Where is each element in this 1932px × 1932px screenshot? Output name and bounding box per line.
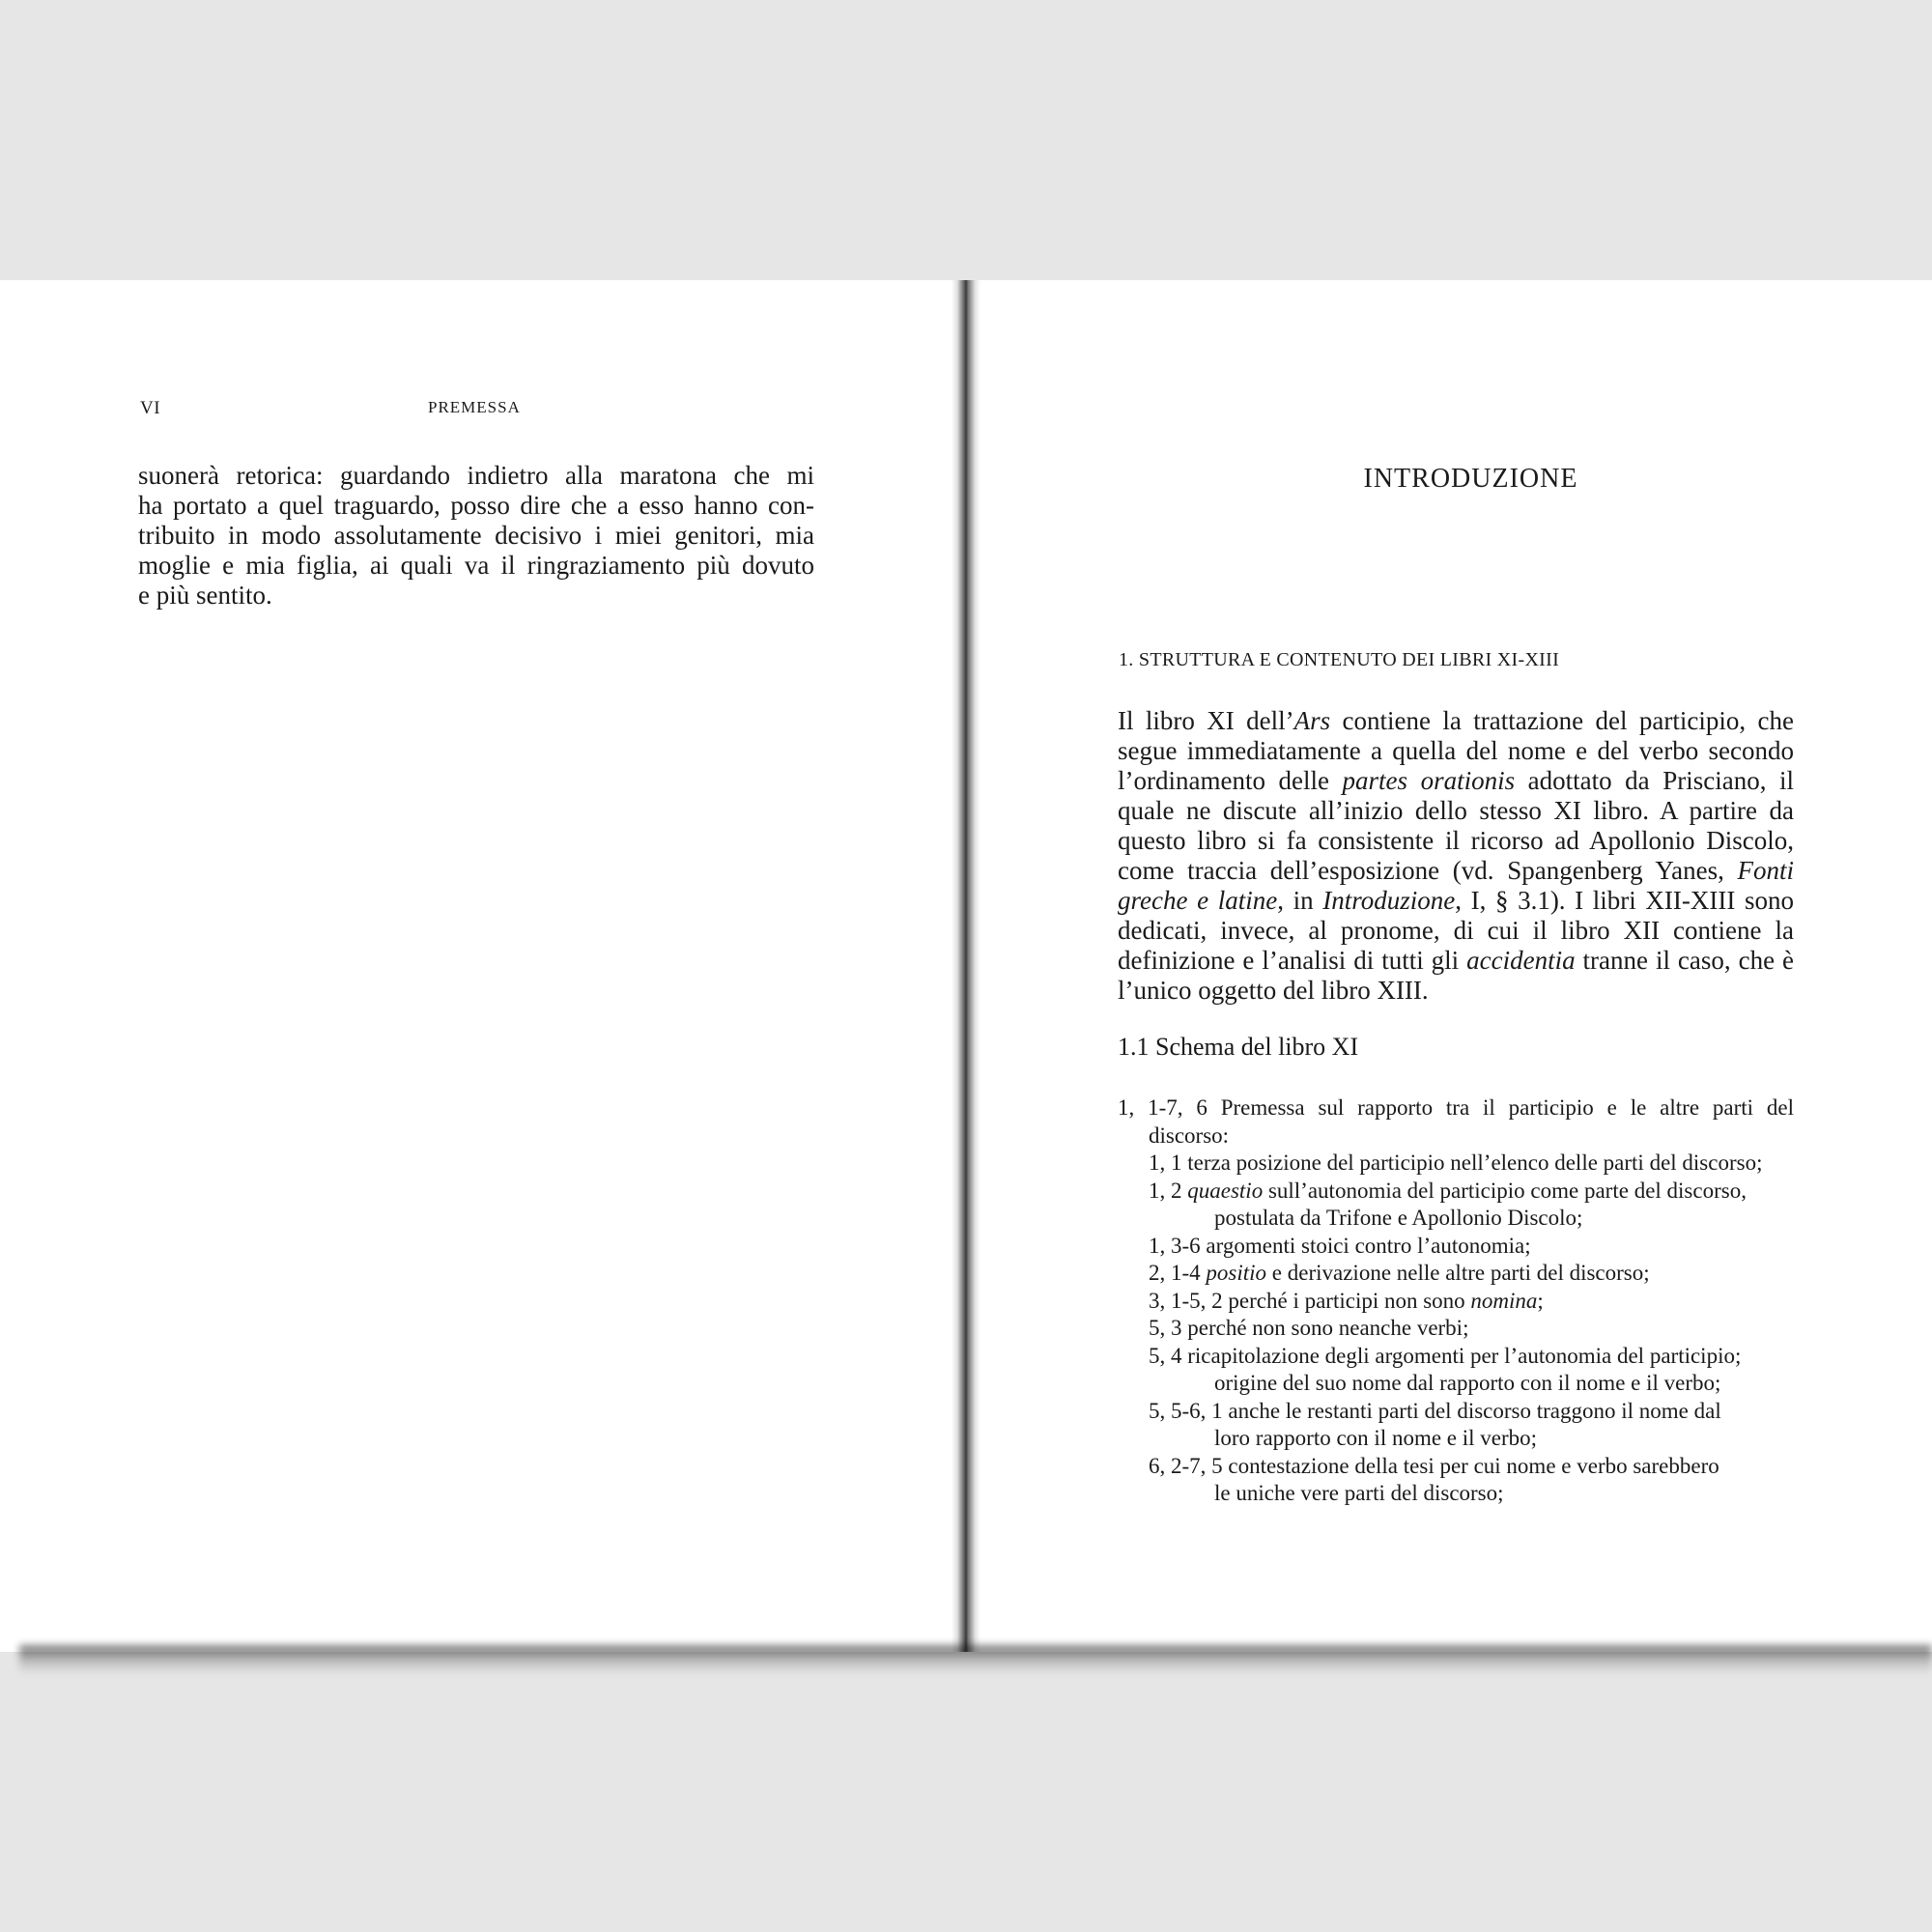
chapter-title: INTRODUZIONE: [1363, 464, 1578, 494]
paragraph-line: greche e latine, in Introduzione, I, § 3.1). I libri XII-XIII sono: [1118, 886, 1794, 915]
outline-row: discorso:: [1149, 1122, 1230, 1148]
book-outline: [1118, 1094, 1794, 1508]
page-number: VI: [140, 398, 161, 418]
paragraph-line: come traccia dell’esposizione (vd. Spangenberg Yanes, Fonti: [1118, 856, 1794, 885]
outline-row: 5, 3 perché non sono neanche verbi;: [1149, 1316, 1469, 1340]
paragraph-line: l’ordinamento delle partes orationis adottato da Prisciano, il: [1118, 766, 1794, 795]
outline-row: 1, 2 quaestio sull’autonomia del participio come parte del discorso,: [1149, 1178, 1747, 1203]
section-heading: 1. STRUTTURA E CONTENUTO DEI LIBRI XI-XIII: [1119, 649, 1560, 670]
paragraph-line: dedicati, invece, al pronome, di cui il libro XII contiene la: [1118, 916, 1794, 945]
outline-row: 2, 1-4 positio e derivazione nelle altre parti del discorso;: [1149, 1261, 1650, 1285]
paragraph-line: segue immediatamente a quella del nome e del verbo secondo: [1118, 736, 1794, 765]
outline-row: loro rapporto con il nome e il verbo;: [1214, 1426, 1538, 1450]
paragraph-line: definizione e l’analisi di tutti gli accidentia tranne il caso, che è: [1118, 946, 1794, 975]
paragraph-line: quale ne discute all’inizio dello stesso XI libro. A partire da: [1118, 796, 1794, 825]
body-line: suonerà retorica: guardando indietro alla maratona che mi: [138, 461, 814, 490]
outline-row: 3, 1-5, 2 perché i participi non sono nomina;: [1149, 1288, 1544, 1313]
body-line: tribuito in modo assolutamente decisivo i miei genitori, mia: [138, 521, 814, 550]
page-shadow: [19, 1645, 1932, 1674]
paragraph-line: Il libro XI dell’Ars contiene la trattazione del participio, che: [1118, 706, 1794, 735]
body-line: moglie e mia figlia, ai quali va il ringraziamento più dovuto: [138, 551, 814, 580]
outline-row: origine del suo nome dal rapporto con il nome e il verbo;: [1214, 1371, 1721, 1395]
outline-row: le uniche vere parti del discorso;: [1214, 1481, 1504, 1505]
outline-row: 1, 3-6 argomenti stoici contro l’autonomia;: [1149, 1233, 1531, 1258]
outline-row: 5, 5-6, 1 anche le restanti parti del discorso traggono il nome dal: [1149, 1398, 1721, 1423]
outline-row: 1, 1-7, 6 Premessa sul rapporto tra il participio e le altre parti del: [1118, 1095, 1794, 1120]
body-line: e più sentito.: [138, 581, 272, 610]
outline-row: 1, 1 terza posizione del participio nell’elenco delle parti del discorso;: [1149, 1151, 1763, 1175]
running-head-title: PREMESSA: [428, 398, 521, 416]
book-gutter: [952, 280, 980, 1652]
left-page: [0, 280, 952, 1652]
intro-paragraph: [1118, 706, 1794, 1006]
subsection-heading: 1.1 Schema del libro XI: [1118, 1033, 1359, 1061]
book-spread: [0, 280, 1932, 1652]
outline-row: 6, 2-7, 5 contestazione della tesi per cui nome e verbo sarebbero: [1149, 1453, 1719, 1478]
body-line: ha portato a quel traguardo, posso dire che a esso hanno con-: [138, 491, 814, 520]
paragraph-line: l’unico oggetto del libro XIII.: [1118, 976, 1429, 1005]
paragraph-line: questo libro si fa consistente il ricorso ad Apollonio Discolo,: [1118, 826, 1794, 855]
outline-row: postulata da Trifone e Apollonio Discolo;: [1214, 1206, 1583, 1230]
left-body-text: [138, 461, 814, 611]
outline-row: 5, 4 ricapitolazione degli argomenti per l’autonomia del participio;: [1149, 1343, 1742, 1368]
right-page: [980, 280, 1932, 1652]
